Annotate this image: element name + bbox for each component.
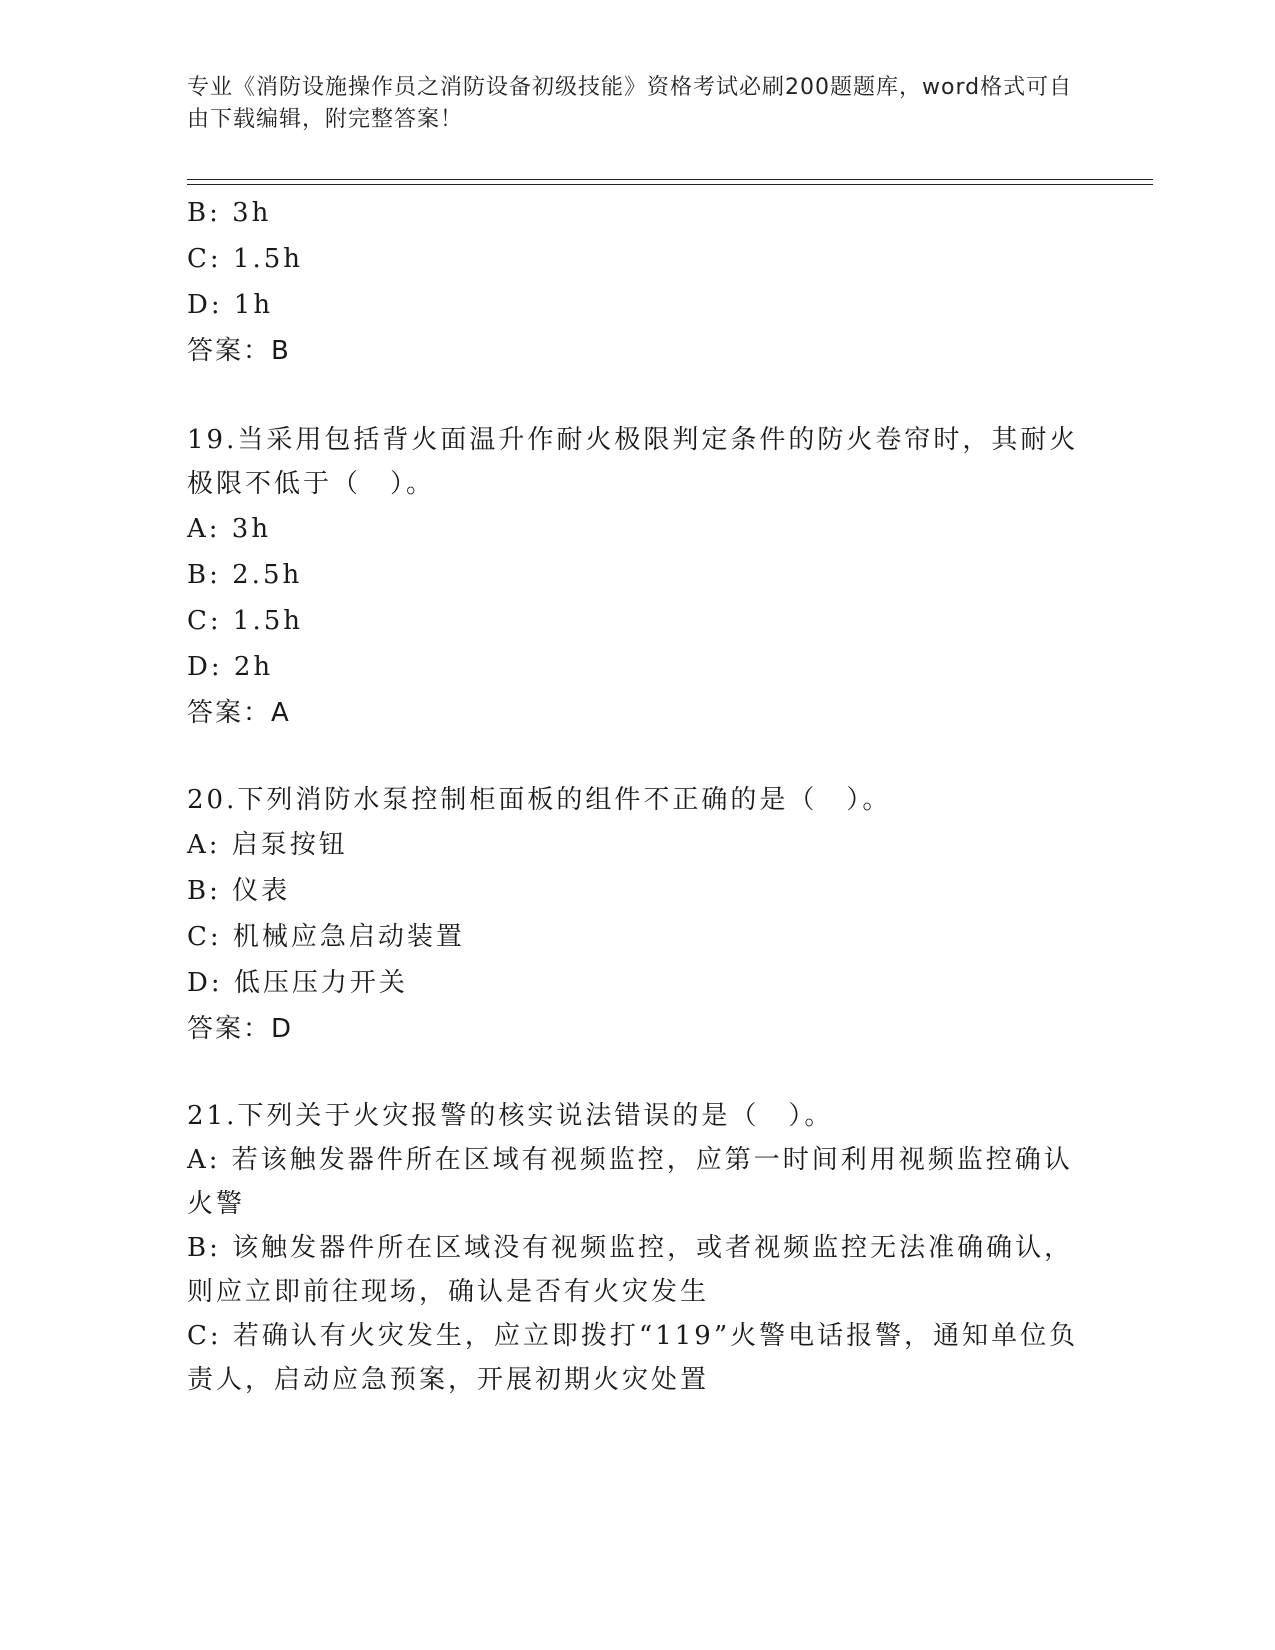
option-a: A: 若该触发器件所在区域有视频监控，应第一时间利用视频监控确认火警 — [187, 1145, 1073, 1219]
answer: 答案：D — [187, 1014, 294, 1044]
option-b: B: 2.5h — [187, 560, 303, 590]
option-b: B: 3h — [187, 198, 272, 228]
option-a: A: 启泵按钮 — [187, 830, 348, 860]
option-d: D: 低压压力开关 — [187, 968, 408, 998]
answer: 答案：B — [187, 336, 291, 366]
continued-question — [187, 190, 1087, 374]
option-a: A: 3h — [187, 514, 272, 544]
option-c: C: 若确认有火灾发生，应立即拨打“119”火警电话报警，通知单位负责人，启动应急预案，开展初期火灾处置 — [187, 1321, 1079, 1395]
option-d: D: 2h — [187, 652, 274, 682]
question-20 — [187, 778, 1087, 1052]
option-c: C: 机械应急启动装置 — [187, 922, 465, 952]
header-rule-bottom — [187, 184, 1153, 185]
question-text: 21.下列关于火灾报警的核实说法错误的是（ ）。 — [187, 1101, 834, 1131]
header-rule-top — [187, 179, 1153, 180]
option-b: B: 该触发器件所在区域没有视频监控，或者视频监控无法准确确认，则应立即前往现场，确认是否有火灾发生 — [187, 1233, 1074, 1307]
option-b: B: 仪表 — [187, 876, 291, 906]
question-21 — [187, 1094, 1087, 1402]
question-content — [187, 190, 1087, 1402]
option-c: C: 1.5h — [187, 244, 304, 274]
option-c: C: 1.5h — [187, 606, 304, 636]
question-text: 19.当采用包括背火面温升作耐火极限判定条件的防火卷帘时，其耐火极限不低于（ ）。 — [187, 425, 1079, 499]
question-19 — [187, 418, 1087, 736]
document-header: 专业《消防设施操作员之消防设备初级技能》资格考试必刷200题题库，word格式可自由下载编辑，附完整答案！ — [187, 75, 1073, 132]
option-d: D: 1h — [187, 290, 274, 320]
question-text: 20.下列消防水泵控制柜面板的组件不正确的是（ ）。 — [187, 785, 892, 815]
answer: 答案：A — [187, 698, 291, 728]
